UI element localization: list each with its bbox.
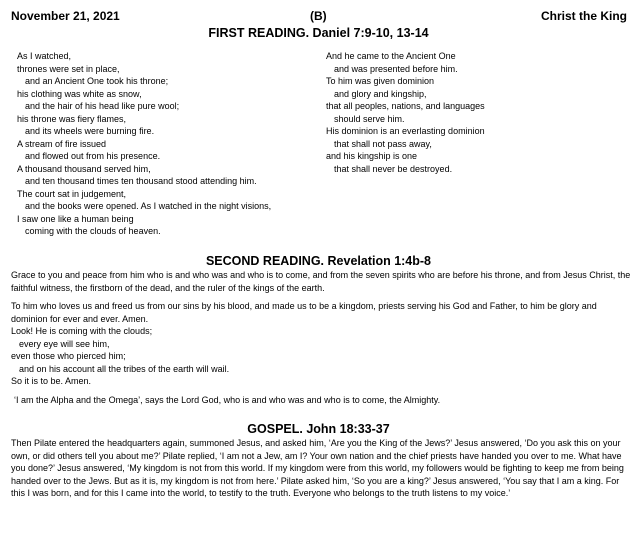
verse-line: and its wheels were burning fire.	[25, 126, 155, 136]
verse-line: and was presented before him.	[334, 63, 458, 74]
verse-line: His dominion is an everlasting dominion	[326, 126, 485, 136]
verse-line: coming with the clouds of heaven.	[25, 226, 161, 236]
verse-line: A stream of fire issued	[17, 138, 107, 149]
verse-line: I saw one like a human being	[17, 213, 134, 224]
first-reading-right-column	[326, 50, 485, 175]
second-reading-title: SECOND READING. Revelation 1:4b-8	[205, 254, 432, 268]
verse-line: A thousand thousand served him,	[17, 163, 151, 174]
verse-line: his throne was fiery flames,	[17, 113, 127, 124]
verse-line: So it is to be. Amen.	[11, 376, 92, 386]
verse-line: that all peoples, nations, and languages	[326, 101, 485, 111]
gospel-title: GOSPEL. John 18:33-37	[247, 422, 390, 436]
verse-line: and an Ancient One took his throne;	[25, 76, 169, 86]
verse-line: As I watched,	[17, 51, 72, 61]
verse-line: thrones were set in place,	[17, 63, 120, 74]
verse-line: Look! He is coming with the clouds;	[11, 326, 153, 336]
second-reading-paragraph-2: To him who loves us and freed us from our sins by his blood, and made us to be a kingdom, priests serving his God and Father, to him be glory and dominion for ever and ever. Amen.	[11, 301, 597, 324]
verse-line: To him was given dominion	[326, 76, 435, 86]
verse-line: and ten thousand times ten thousand stood attending him.	[25, 176, 257, 186]
verse-line: that shall not pass away,	[334, 138, 432, 149]
verse-line: and flowed out from his presence.	[25, 151, 161, 161]
verse-line: The court sat in judgement,	[17, 188, 127, 199]
date: November 21, 2021	[11, 9, 120, 23]
verse-line: and his kingship is one	[326, 151, 418, 161]
verse-line: should serve him.	[334, 113, 405, 124]
liturgical-year: (B)	[310, 9, 327, 23]
verse-line: and on his account all the tribes of the earth will wail.	[19, 363, 230, 374]
verse-line: and the books were opened. As I watched in the night visions,	[25, 201, 272, 211]
second-reading-verse	[11, 325, 229, 388]
first-reading-title: FIRST READING. Daniel 7:9-10, 13-14	[208, 26, 429, 40]
second-reading-paragraph-1: Grace to you and peace from him who is and who was and who is to come, and from the seven spirits who are before his throne, and from Jesus Christ, the faithful witness, the firstborn of the dead, and the ruler of the kings of the earth.	[11, 270, 631, 293]
feast-name: Christ the King	[541, 9, 627, 23]
gospel-text: Then Pilate entered the headquarters again, summoned Jesus, and asked him, ‘Are you the King of the Jews?’ Jesus answered, ‘Do you ask this on your own, or did others tell you about me?’ Pilate replied, ‘I am not a Jew, am I? Your own nation and the chief priests have handed you over to me. What have you done?’ Jesus answered, ‘My kingdom is not from this world. If my kingdom were from this world, my followers would be fighting to keep me from being handed over to the Jews. But as it is, my kingdom is not from here.’ Pilate asked him, ‘So you are a king?’ Jesus answered, ‘You say that I am a king. For this I was born, and for this I came into the world, to testify to the truth. Everyone who belongs to the truth listens to my voice.’	[11, 438, 624, 498]
verse-line: even those who pierced him;	[11, 351, 126, 361]
verse-line: and glory and kingship,	[334, 88, 427, 99]
verse-line: and the hair of his head like pure wool;	[25, 101, 180, 111]
verse-line: every eye will see him,	[19, 338, 110, 349]
second-reading-paragraph-3: ‘I am the Alpha and the Omega’, says the Lord God, who is and who was and who is to come, the Almighty.	[14, 395, 441, 405]
verse-line: his clothing was white as snow,	[17, 88, 142, 99]
first-reading-left-column	[17, 50, 271, 238]
verse-line: that shall never be destroyed.	[334, 163, 453, 174]
verse-line: And he came to the Ancient One	[326, 51, 456, 61]
